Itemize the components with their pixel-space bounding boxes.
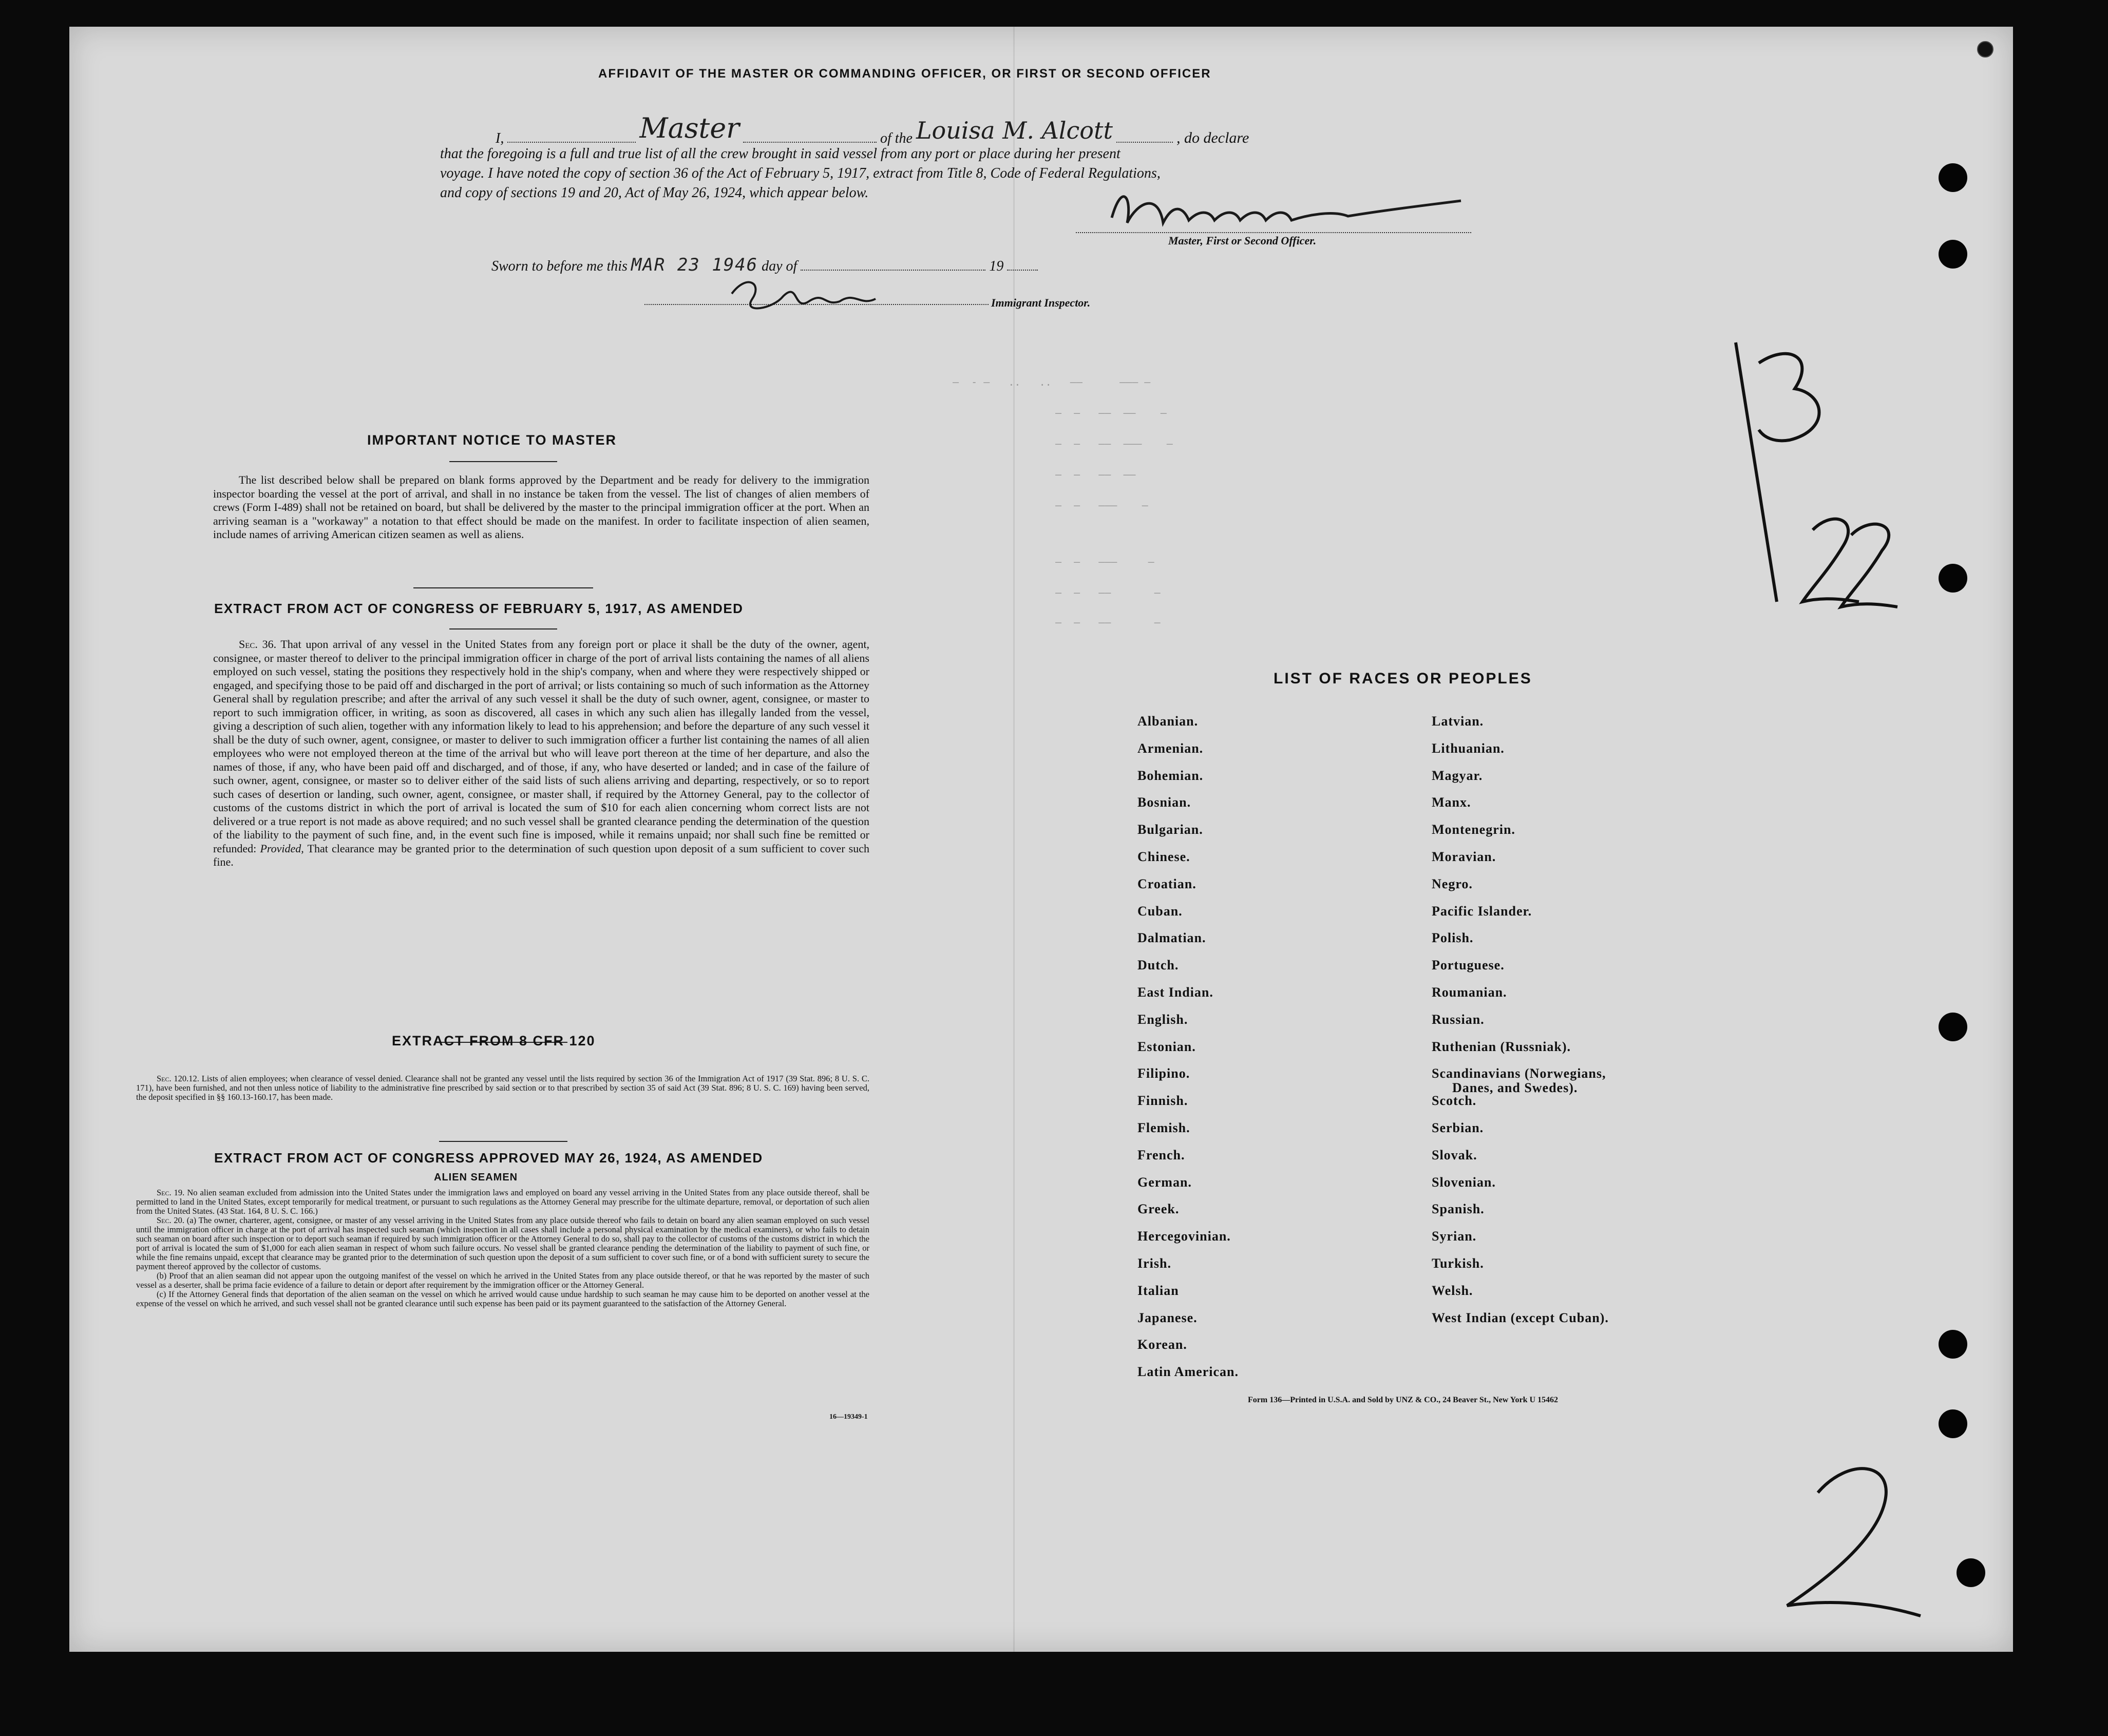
page-fraction-3 [1759, 354, 1819, 441]
race-item: Slovak. [1432, 1147, 1477, 1162]
notice-title: IMPORTANT NOTICE TO MASTER [367, 432, 617, 448]
punch-hole [1939, 163, 1967, 192]
alien-seamen-subtitle: ALIEN SEAMEN [434, 1172, 518, 1183]
inspector-caption: Immigrant Inspector. [991, 296, 1091, 309]
officer-signature [1112, 197, 1461, 223]
extract-cfr-title: EXTRACT FROM 8 CFR 120 [392, 1033, 596, 1048]
bleed-through-2: — — —— —— — [1055, 407, 1167, 419]
race-item: Moravian. [1432, 849, 1496, 864]
race-item: Bosnian. [1137, 795, 1191, 810]
race-item: Italian [1137, 1283, 1179, 1298]
race-item: Greek. [1137, 1201, 1180, 1217]
race-item: Estonian. [1137, 1039, 1196, 1054]
race-item: Portuguese. [1432, 958, 1505, 973]
race-item: Polish. [1432, 930, 1474, 946]
race-item: Pacific Islander. [1432, 903, 1532, 919]
punch-hole [1939, 1409, 1967, 1438]
page-number-2 [1787, 1468, 1921, 1616]
sec-120-body: Lists of alien employees; when clearance of vessel denied. Clearance shall not be granted any vessel until the lists required by section 36 of the Immigration Act of 1917 (39 Stat. 896; 8 U. S. C. 171), have been furnished, and not then unless notice of liability to the administrative fine prescribed by said section or to that prescribed by section 35 of said Act (39 Stat. 896; 8 U. S. C. 169) having been served, the deposit specified in §§ 160.13-160.17, has been made. [136, 1074, 869, 1102]
affidavit-title: AFFIDAVIT OF THE MASTER OR COMMANDING OFFICER, OR FIRST OR SECOND OFFICER [598, 67, 1211, 81]
bleed-through-5: — — ——— — [1055, 499, 1148, 511]
race-item: Croatian. [1137, 876, 1197, 891]
corner-mark [1977, 41, 1993, 58]
sec-20c-paragraph: (c) If the Attorney General finds that deportation of the alien seaman on the vessel on which he arrived would cause undue hardship to such seaman he may cause him to be deported on another vessel at the expense of the vessel on which he arrived, and such vessel shall not be granted clearance until such expense has been paid or its payment guaranteed to the satisfaction of the Attorney General. [136, 1289, 869, 1308]
handwriting-layer [69, 27, 2013, 1652]
race-item: English. [1137, 1012, 1188, 1027]
i-label: I, [496, 130, 504, 146]
race-item: Albanian. [1137, 714, 1199, 729]
race-item: Ruthenian (Russniak). [1432, 1039, 1571, 1054]
date-stamp: MAR 23 1946 [631, 255, 758, 275]
page-fraction-23 [1802, 519, 1897, 607]
race-item: Magyar. [1432, 768, 1483, 783]
race-item: French. [1137, 1147, 1185, 1162]
page-fraction-slash [1736, 342, 1777, 602]
form-printer-note: Form 136—Printed in U.S.A. and Sold by UNZ & CO., 24 Beaver St., New York U 15462 [1248, 1396, 1559, 1404]
race-item: Irish. [1137, 1256, 1171, 1271]
of-the-label: of the [880, 130, 913, 146]
race-item: Turkish. [1432, 1256, 1484, 1271]
race-item: Manx. [1432, 795, 1471, 810]
race-item: Dutch. [1137, 958, 1179, 973]
race-item: Latvian. [1432, 714, 1484, 729]
punch-hole [1939, 240, 1967, 269]
sec-19-body: No alien seaman excluded from admission into the United States under the immigration laws and employed on board any vessel arriving in the United States from any place outside thereof, shall be permitted to land in the United States, except temporarily for medical treatment, or pursuant to such regulations as the Attorney General may prescribe for the ultimate departure, removal, or deportation of such alien from the United States. (43 Stat. 164, 8 U. S. C. 166.) [136, 1188, 869, 1216]
race-item: Dalmatian. [1137, 930, 1206, 946]
sec-19-label: Sec. 19. [157, 1188, 185, 1197]
bleed-through-4: — — —— —— [1055, 468, 1136, 481]
bleed-through-8: — — —— — [1055, 616, 1161, 628]
punch-hole [1939, 564, 1967, 593]
sec-120-label: Sec. 120.12. [157, 1074, 199, 1083]
do-declare: , do declare [1176, 129, 1249, 146]
race-item: Finnish. [1137, 1093, 1188, 1109]
race-item: Scandinavians (Norwegians, [1432, 1066, 1606, 1081]
document-page [69, 27, 2013, 1652]
race-item: East Indian. [1137, 985, 1213, 1000]
bleed-through-7: — — —— — [1055, 586, 1161, 599]
affidavit-line-4: and copy of sections 19 and 20, Act of May 26, 1924, which appear below. [440, 185, 869, 201]
race-item: Syrian. [1432, 1229, 1477, 1244]
race-item: Filipino. [1137, 1066, 1190, 1081]
sec-36-label: Sec. 36. [239, 638, 277, 651]
race-item: Cuban. [1137, 903, 1183, 919]
race-item: Montenegrin. [1432, 822, 1515, 837]
sec-20b-paragraph: (b) Proof that an alien seaman did not appear upon the outgoing manifest of the vessel on which he arrived in the United States from any place outside thereof, or that he was reported by the master of such vessel as a deserter, shall be prima facie evidence of a failure to detain or deport after requirement by the immigration officer or the Attorney General. [136, 1271, 869, 1290]
affidavit-line-3: voyage. I have noted the copy of section 36 of the Act of February 5, 1917, extract from Title 8, Code of Federal Regulations, [440, 165, 1161, 181]
race-item: Chinese. [1137, 849, 1190, 864]
race-item: Spanish. [1432, 1201, 1485, 1217]
day-of-label: day of [762, 258, 797, 274]
race-item: Bohemian. [1137, 768, 1204, 783]
inspector-signature [732, 282, 876, 309]
race-item: Armenian. [1137, 740, 1204, 756]
bleed-through-1: — - — .. .. —— ——— — [953, 376, 1151, 388]
form-code: 16—19349-1 [829, 1413, 868, 1421]
sec-36-end: That clearance may be granted prior to the determination of such question upon deposit of a sum sufficient to cover such fine. [213, 842, 869, 868]
race-item: Lithuanian. [1432, 740, 1505, 756]
race-item: Roumanian. [1432, 985, 1507, 1000]
extract-1917-title: EXTRACT FROM ACT OF CONGRESS OF FEBRUARY 5, 1917, AS AMENDED [214, 601, 744, 616]
race-item: Welsh. [1432, 1283, 1473, 1298]
extract-1924-title: EXTRACT FROM ACT OF CONGRESS APPROVED MAY 26, 1924, AS AMENDED [214, 1150, 763, 1166]
race-item: Japanese. [1137, 1310, 1198, 1325]
race-item: Russian. [1432, 1012, 1485, 1027]
punch-hole [1957, 1558, 1985, 1587]
sec-20a-body: (a) The owner, charterer, agent, consignee, or master of any vessel arriving in the United States from any place outside thereof who fails to detain on board any alien seaman employed on such vessel until the immigration officer in charge at the port of arrival has inspected such seaman (which inspection in all cases shall include a personal physical examination by the medical examiners), or who fails to detain such seaman on board after such inspection or to deport such seaman if required by such immigration officer or the Attorney General to do so, shall pay to the collector of customs of the customs district in which the port of arrival is located the sum of $1,000 for each alien seaman in respect of whom such failure occurs. No vessel shall be granted clearance pending the determination of the liability to payment of such fine, or while the fine remains unpaid, except that clearance may be granted prior to the determination of such question upon the deposit of a sum sufficient to cover such fine, or of a bond with sufficient surety to secure the payment thereof approved by the collector of customs. [136, 1215, 870, 1271]
race-item: West Indian (except Cuban). [1432, 1310, 1609, 1325]
race-item: Latin American. [1137, 1364, 1239, 1380]
race-item: Scotch. [1432, 1093, 1477, 1109]
race-item: German. [1137, 1174, 1192, 1190]
provided-label: Provided, [260, 842, 304, 855]
race-item: Korean. [1137, 1337, 1187, 1352]
affidavit-line-2: that the foregoing is a full and true list of all the crew brought in said vessel from any port or place during her present [440, 146, 1121, 162]
punch-hole [1939, 1013, 1967, 1041]
punch-hole [1939, 1330, 1967, 1359]
handwritten-vessel: Louisa M. Alcott [916, 117, 1113, 144]
race-item-continuation: Danes, and Swedes). [1452, 1080, 1578, 1096]
race-item: Flemish. [1137, 1120, 1190, 1135]
sec-36-body: That upon arrival of any vessel in the United States from any foreign port or place it shall be the duty of the owner, agent, consignee, or master thereof to deliver to the principal immigration officer in charge of the port of arrival lists containing the names of all aliens employed on such vessel, stating the positions they respectively hold in the ship's company, when and where they were respectively shipped or engaged, and specifying those to be paid off and discharged in the port of arrival; or lists containing so much of such information as the Attorney General shall by regulation prescribe; and after the arrival of any such vessel it shall be the duty of such owner, agent, consignee, or master to report to such immigration officer, in writing, as soon as discovered, all cases in which any such alien has illegally landed from the vessel, giving a description of such alien, together with any information likely to lead to his apprehension; and before the departure of any such vessel it shall be the duty of such owner, agent, consignee, or master to deliver to such immigration officer a further list containing the names of all alien employees who were not employed thereon at the time of the arrival but who will leave port thereon at the time of her departure, and also the names of those, if any, who have been paid off and discharged, and of those, if any, who have deserted or landed; and in case of the failure of such owner, agent, consignee, or master so to deliver either of the said lists of such aliens arriving and departing, respectively, or so to report such cases of desertion or landing, such owner, agent, consignee, or master shall, if required by the Attorney General, pay to the collector of customs of the customs district in which the port of arrival is located the sum of $10 for each alien concerning whom correct lists are not delivered or a true report is not made as above required; and no such vessel shall be granted clearance pending the determination of the question of the liability to the payment of such fine, and, in the event such fine is imposed, while it remains unpaid; nor shall such fine be remitted or refunded: [213, 638, 869, 855]
bleed-through-3: — — —— ——— — [1055, 437, 1173, 450]
year-prefix: 19 [989, 258, 1004, 274]
sec-20-label: Sec. 20. [157, 1215, 185, 1225]
race-item: Bulgarian. [1137, 822, 1203, 837]
race-item: Hercegovinian. [1137, 1229, 1231, 1244]
race-item: Serbian. [1432, 1120, 1484, 1135]
race-item: Slovenian. [1432, 1174, 1496, 1190]
bleed-through-6: — — ——— — [1055, 556, 1154, 568]
officer-caption: Master, First or Second Officer. [1168, 234, 1317, 247]
handwritten-name: Master [639, 112, 739, 144]
sworn-label: Sworn to before me this [491, 258, 628, 274]
races-title: LIST OF RACES OR PEOPLES [1274, 670, 1532, 687]
notice-text: The list described below shall be prepared on blank forms approved by the Department and be ready for delivery to the immigration inspector boarding the vessel at the port of arrival, and shall in no instance be taken from the vessel. The list of changes of alien members of crews (Form I-489) shall not be retained on board, but shall be delivered by the master to the principal immigration officer at the port. When an arriving seaman is a "workaway" a notation to that effect should be made on the manifest. In order to facilitate inspection of alien seamen, include names of arriving American citizen seamen as well as aliens. [213, 473, 869, 541]
race-item: Negro. [1432, 876, 1473, 891]
